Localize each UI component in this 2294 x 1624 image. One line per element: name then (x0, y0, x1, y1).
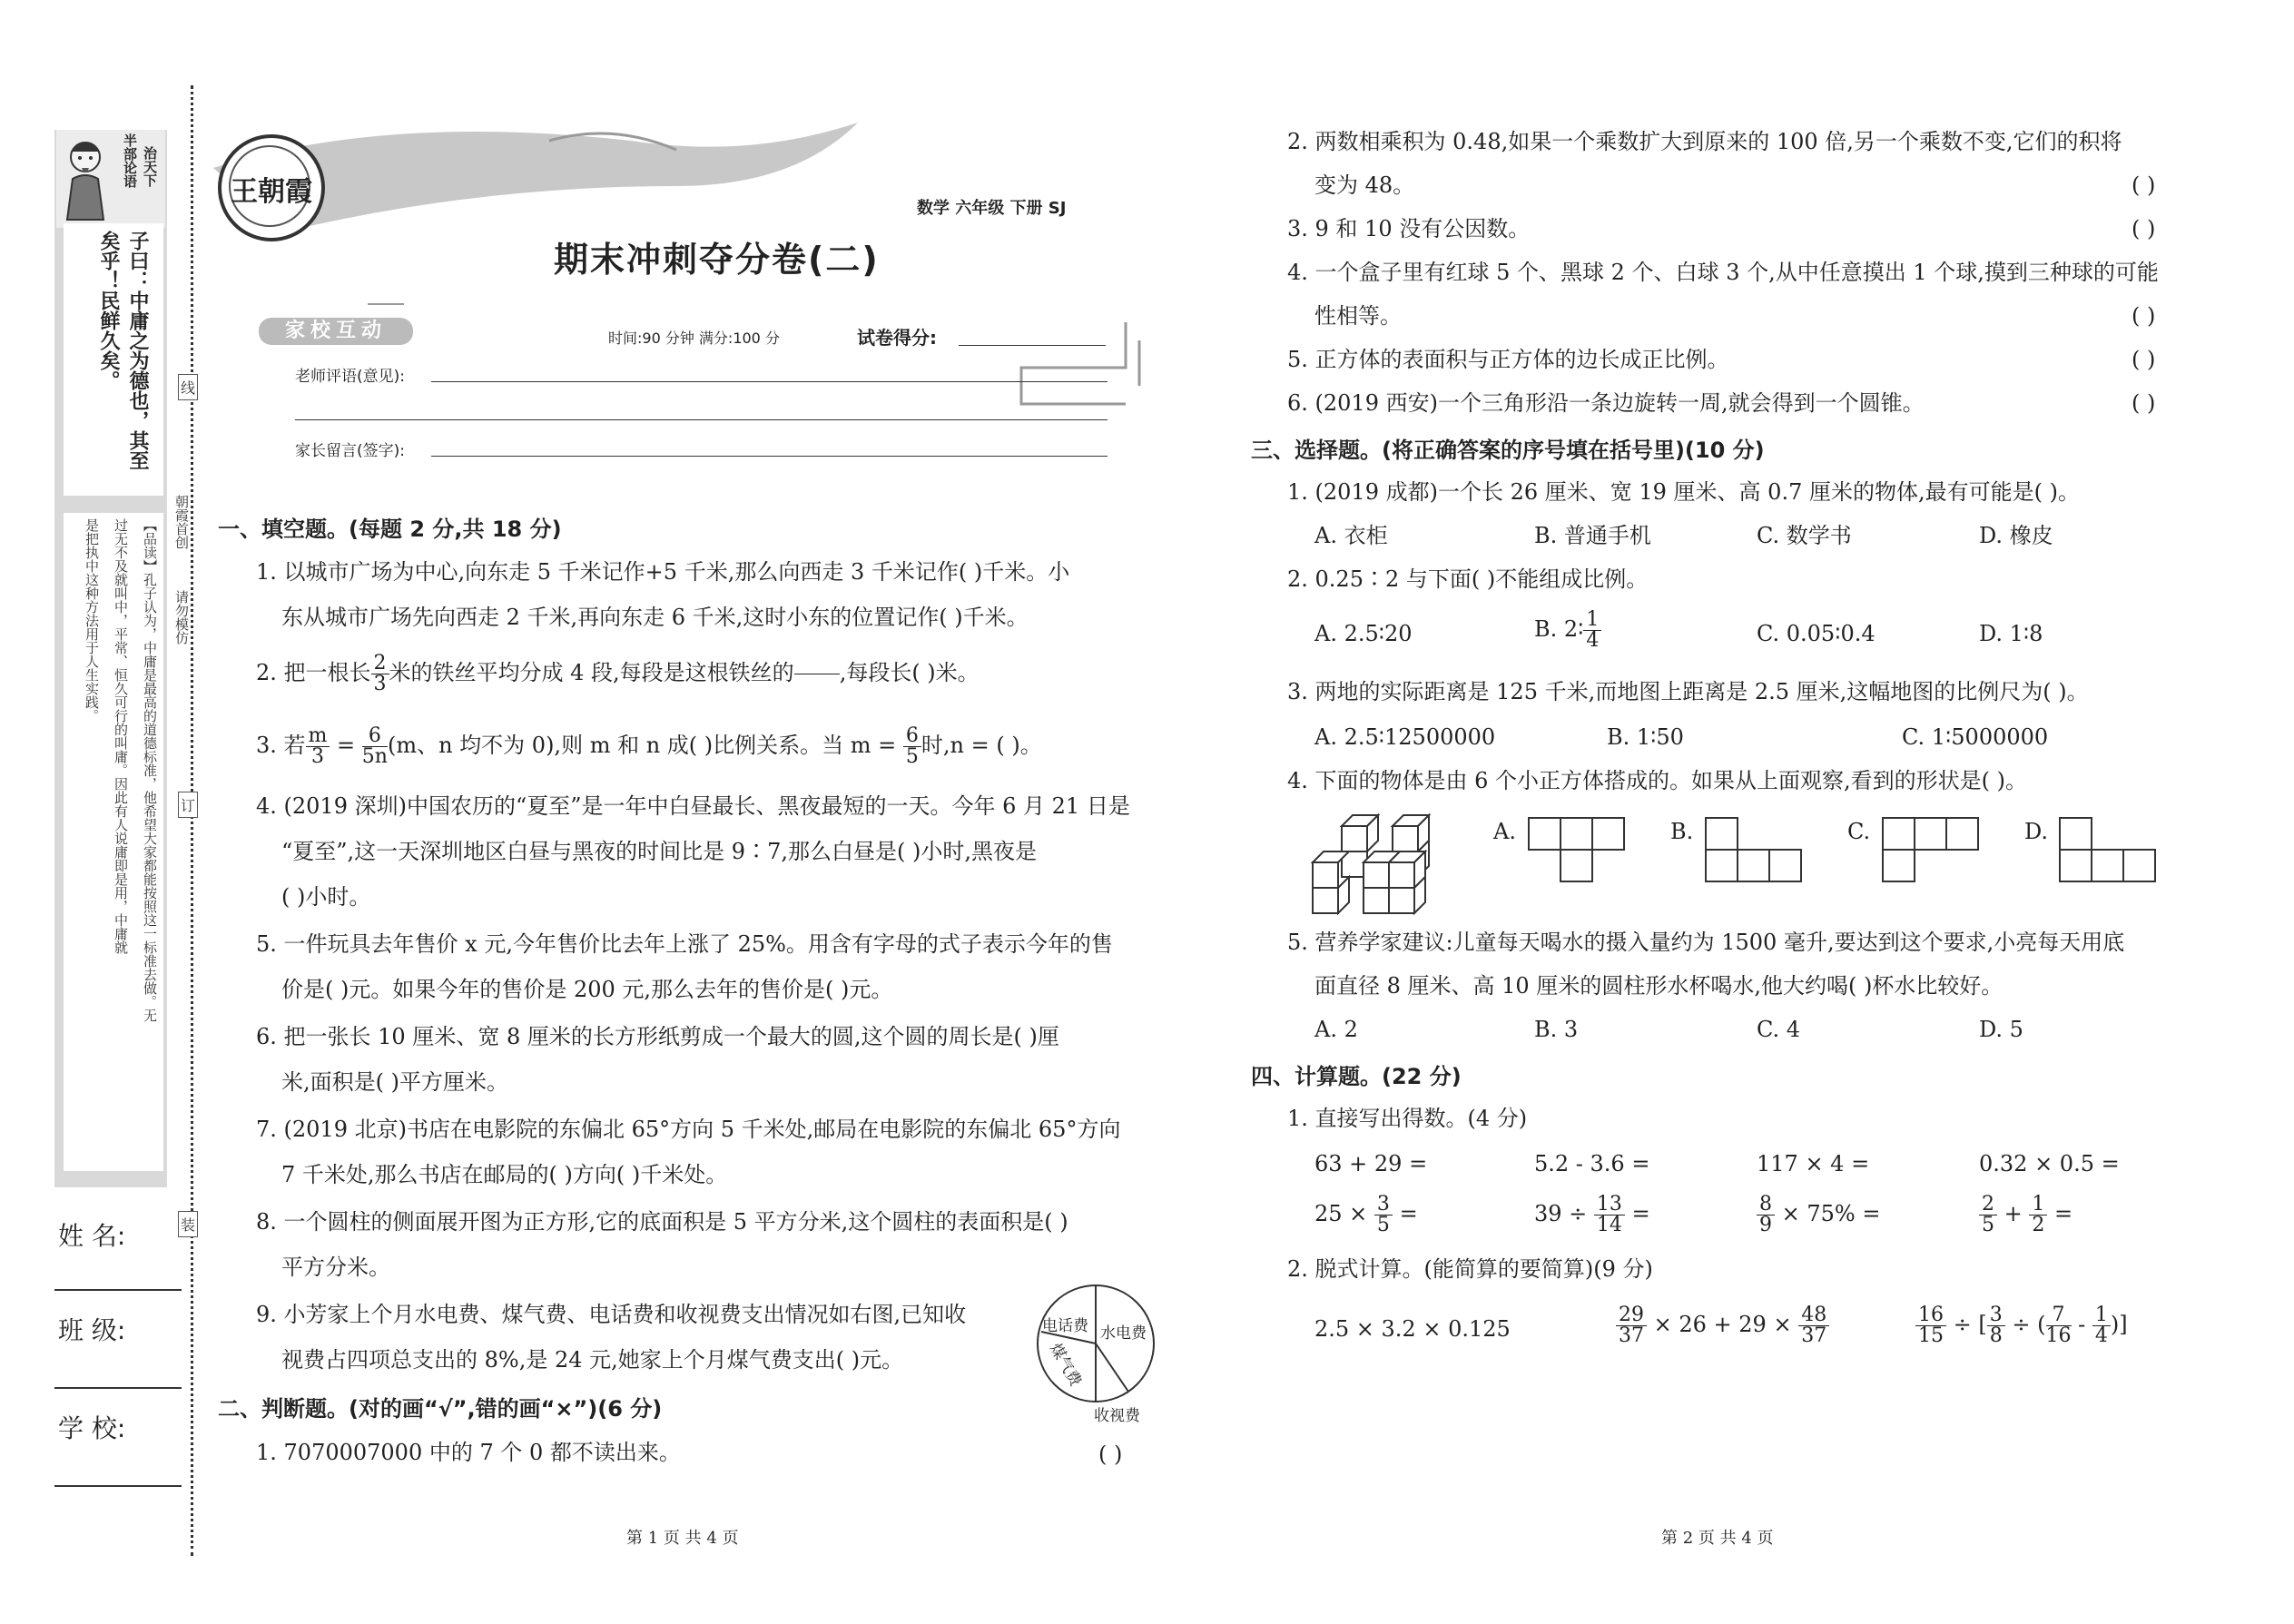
expr-part: 25 × (1314, 1201, 1368, 1226)
score-field[interactable] (959, 345, 1106, 346)
frac-den: 2 (2032, 1214, 2045, 1236)
calc-q2-item-2 (1616, 1305, 1829, 1346)
frac-den: 4 (2094, 1324, 2108, 1347)
choice-q1-opt-c[interactable]: C. 数学书 (1757, 523, 1852, 548)
choice-q4-shape-d[interactable] (2059, 817, 2157, 881)
fraction (306, 726, 330, 767)
fill-q4-line2: “夏至”,这一天深圳地区白昼与黑夜的时间比是 9∶7,那么白昼是( )小时,黑夜是 (281, 839, 1037, 864)
calc-q1-item-7 (1757, 1195, 1880, 1235)
calc-q1-item-1: 63 + 29 = (1314, 1151, 1428, 1176)
tf-q2-line1: 2. 两数相乘积为 0.48,如果一个乘数扩大到原来的 100 倍,另一个乘数不变,它们的积将 (1287, 129, 2122, 154)
choice-q3-opt-b[interactable]: B. 1∶50 (1607, 724, 1684, 750)
fill-q8-line1: 8. 一个圆柱的侧面展开图为正方形,它的底面积是 5 平方分米,这个圆柱的表面积是( ) (256, 1209, 1068, 1235)
fill-q2-text-c: ,每段长( )米。 (839, 660, 980, 685)
tf-q4-line2: 性相等。 (1314, 303, 1402, 329)
score-label: 试卷得分: (857, 327, 937, 349)
parent-comment-field[interactable] (431, 456, 1108, 457)
frac-num: 13 (1594, 1195, 1625, 1216)
frac-den: 5 (905, 745, 919, 768)
fraction (2092, 1305, 2111, 1346)
expr-part: × 75% = (1781, 1201, 1881, 1226)
pie-label-gas: 煤气费 (1045, 1340, 1085, 1390)
frac-num: 1 (1583, 610, 1601, 631)
equals-sign: = (337, 733, 356, 758)
fill-q3-text-a: 3. 若 (256, 733, 306, 758)
choice-q1-opt-b[interactable]: B. 普通手机 (1534, 523, 1651, 548)
choice-q4-label-b[interactable]: B. (1670, 819, 1694, 844)
frac-num: 7 (2046, 1305, 2072, 1326)
choice-q1-opt-d[interactable]: D. 橡皮 (1979, 523, 2053, 548)
fold-mark-seal: 装 (178, 1211, 198, 1237)
expr-part: × 26 + 29 × (1653, 1312, 1792, 1337)
calc-q1-item-8 (1979, 1195, 2072, 1235)
parent-comment-label: 家长留言(签字): (295, 442, 405, 460)
fraction (1915, 1305, 1946, 1346)
expr-part: = (1399, 1201, 1418, 1226)
answer-paren[interactable]: ( ) (2132, 390, 2156, 416)
choice-q4: 4. 下面的物体是由 6 个小正方体搭成的。如果从上面观察,看到的形状是( )。 (1287, 768, 2028, 793)
sidebar-motto (64, 223, 163, 496)
frac-num: 3 (1374, 1195, 1393, 1216)
choice-q2: 2. 0.25∶2 与下面( )不能组成比例。 (1287, 566, 1649, 592)
copyright-1: 朝霞首创 (173, 495, 190, 549)
expr-part: = (2054, 1201, 2073, 1226)
choice-q3: 3. 两地的实际距离是 125 千米,而地图上距离是 2.5 厘米,这幅地图的比例尺为( )。 (1287, 679, 2089, 704)
cube-stack-figure (1307, 808, 1452, 917)
choice-q1-opt-a[interactable]: A. 衣柜 (1314, 523, 1388, 548)
section-choice: 三、选择题。(将正确答案的序号填在括号里)(10 分) (1251, 438, 1765, 463)
expr-part: - (2078, 1312, 2086, 1337)
frac-num: 1 (2029, 1195, 2047, 1216)
choice-q4-shape-c[interactable] (1882, 817, 1980, 881)
section-true-false: 二、判断题。(对的画“√”,错的画“×”)(6 分) (218, 1396, 663, 1422)
tf-q6: 6. (2019 西安)一个三角形沿一条边旋转一周,就会得到一个圆锥。 (1287, 390, 1925, 416)
fraction (1374, 1195, 1393, 1235)
fraction (1757, 1195, 1775, 1235)
fill-q3-text-c: 时,n = ( )。 (921, 733, 1042, 758)
choice-q1: 1. (2019 成都)一个长 26 厘米、宽 19 厘米、高 0.7 厘米的物体,最有可能是( )。 (1287, 479, 2080, 505)
frac-num: 16 (1915, 1305, 1946, 1326)
school-field[interactable] (54, 1485, 182, 1487)
frac-den: 37 (1801, 1324, 1827, 1347)
calc-q2-item-3 (1915, 1305, 2128, 1346)
brand-logo (218, 134, 325, 241)
fill-q2-text-a: 2. 把一根长 (256, 660, 371, 685)
frac-num: 2 (1979, 1195, 1997, 1216)
fill-q4-line3: ( )小时。 (281, 884, 371, 910)
choice-q4-shape-a[interactable] (1528, 817, 1626, 881)
choice-q3-opt-c[interactable]: C. 1∶5000000 (1902, 724, 2049, 750)
subject-info: 数学 六年级 下册 SJ (917, 199, 1067, 218)
expr-part: ÷ [ (1953, 1312, 1987, 1337)
sidebar-reading (64, 513, 163, 1171)
teacher-comment-field-2[interactable] (295, 419, 1108, 420)
motto-line-1: 子曰：中庸之为德也，其至 (126, 231, 149, 470)
expr-part: 39 ÷ (1534, 1201, 1588, 1226)
fill-q1-line2: 东从城市广场先向西走 2 千米,再向东走 6 千米,这时小东的位置记作( )千米。 (281, 605, 1029, 630)
fill-q2 (256, 654, 980, 694)
home-school-badge: 家校互动 (259, 318, 413, 345)
choice-q2-opt-b[interactable] (1534, 610, 1601, 651)
frac-num: 6 (362, 726, 388, 747)
frac-den: 37 (1619, 1324, 1644, 1347)
fraction (371, 654, 389, 694)
fraction (1583, 610, 1601, 651)
answer-paren[interactable]: ( ) (2132, 347, 2156, 372)
answer-paren[interactable]: ( ) (2132, 172, 2156, 198)
choice-q5-opt-d[interactable]: D. 5 (1979, 1017, 2023, 1042)
fill-q3 (256, 726, 1042, 767)
frac-den: 3 (373, 673, 387, 695)
sidebar-slogan-2: 治天下 (142, 146, 158, 187)
fill-q6-line1: 6. 把一张长 10 厘米、宽 8 厘米的长方形纸剪成一个最大的圆,这个圆的周长是( )厘 (256, 1024, 1059, 1049)
frac-den: 4 (1586, 629, 1600, 652)
page-footer-2: 第 2 页 共 4 页 (1661, 1529, 1774, 1548)
tf-q4-line1: 4. 一个盒子里有红球 5 个、黑球 2 个、白球 3 个,从中任意摸出 1 个球,摸到三种球的可能 (1287, 260, 2159, 285)
frac-den: 15 (1918, 1324, 1944, 1347)
calc-q1-item-4: 0.32 × 0.5 = (1979, 1151, 2120, 1176)
choice-q2-opt-c[interactable]: C. 0.05∶0.4 (1757, 621, 1876, 646)
fill-q7-line1: 7. (2019 北京)书店在电影院的东偏北 65°方向 5 千米处,邮局在电影院的东偏北 65°方向 (256, 1117, 1121, 1142)
frac-num: 3 (1987, 1305, 2005, 1326)
fill-q2-text-b: 米的铁丝平均分成 4 段,每段是这根铁丝的 (389, 660, 794, 685)
teacher-comment-label: 老师评语(意见): (295, 368, 405, 386)
answer-paren[interactable]: ( ) (1098, 1442, 1123, 1467)
section-fill-blank: 一、填空题。(每题 2 分,共 18 分) (218, 517, 562, 542)
choice-q3-opt-a[interactable]: A. 2.5∶12500000 (1314, 724, 1496, 750)
choice-q5-opt-a[interactable]: A. 2 (1314, 1017, 1358, 1042)
choice-q5-opt-c[interactable]: C. 4 (1757, 1017, 1801, 1042)
fill-q8-line2: 平方分米。 (281, 1255, 390, 1280)
choice-q5-opt-b[interactable]: B. 3 (1534, 1017, 1579, 1042)
pie-label-phone: 电话费 (1042, 1317, 1088, 1335)
name-label: 姓 名: (58, 1221, 126, 1251)
class-label: 班 级: (58, 1315, 126, 1345)
logo-text: 王朝霞 (231, 176, 312, 208)
fraction (1798, 1305, 1829, 1346)
choice-q4-label-d[interactable]: D. (2024, 819, 2049, 844)
fraction (1987, 1305, 2005, 1346)
choice-q4-label-a[interactable]: A. (1493, 819, 1516, 844)
fraction (2029, 1195, 2047, 1235)
frac-num: 6 (903, 726, 921, 747)
answer-paren[interactable]: ( ) (2132, 216, 2156, 241)
copyright-2: 请勿模仿 (173, 590, 190, 645)
sidebar-slogan-1: 半部论语 (122, 133, 138, 188)
expr-part: + (2004, 1201, 2023, 1226)
frac-den: 9 (1759, 1214, 1772, 1236)
calc-q1-item-5 (1314, 1195, 1418, 1235)
tf-q5: 5. 正方体的表面积与正方体的边长成正比例。 (1287, 347, 1729, 372)
fill-q3-text-b: (m、n 均不为 0),则 m 和 n 成( )比例关系。当 m = (387, 733, 897, 758)
calc-q1: 1. 直接写出得数。(4 分) (1287, 1106, 1528, 1131)
frac-den: 5 (1376, 1214, 1390, 1236)
calc-q2: 2. 脱式计算。(能简算的要简算)(9 分) (1287, 1256, 1653, 1282)
frac-num: 1 (2092, 1305, 2111, 1326)
school-label: 学 校: (58, 1413, 126, 1443)
fraction (362, 726, 388, 767)
frac-num: 2 (371, 654, 389, 674)
page-footer-1: 第 1 页 共 4 页 (626, 1529, 739, 1548)
calc-q1-item-3: 117 × 4 = (1757, 1151, 1870, 1176)
frac-den: 5 (1982, 1214, 1994, 1236)
fold-mark-bind: 订 (178, 792, 198, 818)
motto-line-2: 矣乎！民鲜久矣。 (97, 231, 120, 390)
calc-q1-item-2: 5.2 - 3.6 = (1534, 1151, 1650, 1176)
fraction (2046, 1305, 2072, 1346)
frac-num: 8 (1757, 1195, 1775, 1216)
fill-q7-line2: 7 千米处,那么书店在邮局的( )方向( )千米处。 (281, 1162, 728, 1187)
fraction (903, 726, 921, 767)
expr-part: = (1631, 1201, 1650, 1226)
expr-part: )] (2110, 1312, 2128, 1337)
choice-q2-opt-d[interactable]: D. 1∶8 (1979, 621, 2043, 646)
answer-paren[interactable]: ( ) (2132, 303, 2156, 329)
reading-line-2: 过无不及就叫中，平常、恒久可行的叫庸。因此有人说庸即是用，中庸就 (113, 518, 129, 954)
binding-dotted-line (191, 85, 193, 1556)
expr-part: ÷ ( (2012, 1312, 2046, 1337)
page-title: 期末冲刺夺分卷(二) (554, 240, 880, 280)
frac-num: m (306, 726, 330, 747)
fill-q4-line1: 4. (2019 深圳)中国农历的“夏至”是一年中白昼最长、黑夜最短的一天。今年 6 月 21 日是 (256, 793, 1130, 819)
frac-num: 48 (1798, 1305, 1829, 1326)
fraction (1616, 1305, 1647, 1346)
teacher-comment-field[interactable] (431, 381, 1108, 382)
confucius-figure-icon (58, 133, 111, 224)
choice-q4-label-c[interactable]: C. (1847, 819, 1871, 844)
frac-den: 3 (310, 745, 324, 768)
calc-q2-item-1: 2.5 × 3.2 × 0.125 (1314, 1316, 1511, 1342)
frac-den: 16 (2045, 1324, 2072, 1347)
fill-q6-line2: 米,面积是( )平方厘米。 (281, 1069, 508, 1095)
frac-den: 8 (1989, 1324, 2003, 1347)
tf-q3: 3. 9 和 10 没有公因数。 (1287, 216, 1531, 241)
choice-q5-line2: 面直径 8 厘米、高 10 厘米的圆柱形水杯喝水,他大约喝( )杯水比较好。 (1314, 973, 2004, 999)
reading-line-3: 是把执中这种方法用于人生实践。 (84, 518, 100, 723)
pie-label-utilities: 水电费 (1100, 1324, 1147, 1343)
calc-q1-item-6 (1534, 1195, 1650, 1235)
fraction (1979, 1195, 1997, 1235)
fill-q5-line2: 价是( )元。如果今年的售价是 200 元,那么去年的售价是( )元。 (281, 977, 893, 1002)
frac-den: 5n (361, 745, 388, 768)
choice-q5-line1: 5. 营养学家建议:儿童每天喝水的摄入量约为 1500 毫升,要达到这个要求,小亮每天用底 (1287, 930, 2125, 955)
choice-q2-opt-a[interactable]: A. 2.5∶20 (1314, 621, 1413, 646)
frac-den: 14 (1596, 1214, 1622, 1236)
reading-line-1: 【品读】孔子认为，中庸是最高的道德标准，他希望大家都能按照这一标准去做。无 (142, 518, 158, 1022)
time-info: 时间:90 分钟 满分:100 分 (608, 330, 780, 347)
fill-q5-line1: 5. 一件玩具去年售价 x 元,今年售价比去年上涨了 25%。用含有字母的式子表示今年的售 (256, 931, 1113, 957)
opt-text: B. 2∶ (1534, 616, 1584, 642)
fold-mark-line: 线 (178, 374, 198, 400)
fill-q1-line1: 1. 以城市广场为中心,向东走 5 千米记作+5 千米,那么向西走 3 千米记作( )千米。小 (256, 559, 1070, 585)
choice-q4-shape-b[interactable] (1705, 817, 1803, 881)
class-field[interactable] (54, 1387, 182, 1389)
tf-q2-line2: 变为 48。 (1314, 172, 1415, 198)
frac-num: 29 (1616, 1305, 1647, 1326)
fill-q9-line2: 视费占四项总支出的 8%,是 24 元,她家上个月煤气费支出( )元。 (281, 1347, 904, 1373)
name-field[interactable] (54, 1289, 182, 1291)
fill-q9-line1: 9. 小芳家上个月水电费、煤气费、电话费和收视费支出情况如右图,已知收 (256, 1302, 967, 1327)
sidebar-header (56, 130, 165, 228)
tf-q1: 1. 7070007000 中的 7 个 0 都不读出来。 (256, 1440, 681, 1465)
section-calculation: 四、计算题。(22 分) (1251, 1064, 1462, 1089)
fraction (1594, 1195, 1625, 1235)
blank-fraction[interactable] (794, 654, 840, 694)
pie-label-tv: 收视费 (1094, 1407, 1140, 1425)
